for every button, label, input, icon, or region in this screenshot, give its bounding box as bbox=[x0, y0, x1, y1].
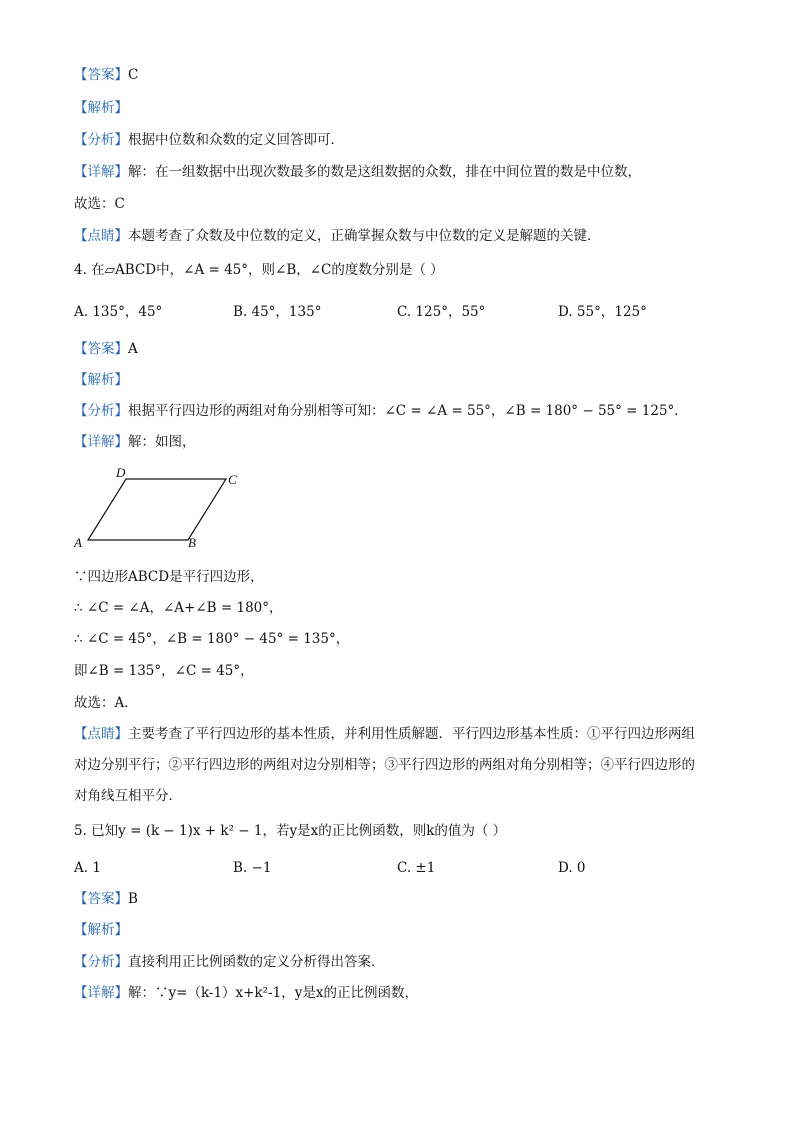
answer-label: 【答案】 bbox=[74, 891, 128, 907]
answer-label: 【答案】 bbox=[74, 341, 128, 357]
q5-option-a: A. 1 bbox=[74, 860, 101, 876]
q4-option-b: B. 45°，135° bbox=[233, 304, 322, 320]
analysis-label: 【解析】 bbox=[74, 100, 128, 116]
vertex-label-b: B bbox=[188, 535, 196, 550]
fenxi-row-q4 bbox=[74, 402, 688, 420]
dianjing-label: 【点睛】 bbox=[74, 726, 128, 742]
xiangjie-row-q4 bbox=[74, 433, 196, 451]
xiangjie-row-q3 bbox=[74, 163, 641, 181]
vertex-label-d: D bbox=[116, 465, 126, 480]
fenxi-text: 直接利用正比例函数的定义分析得出答案． bbox=[128, 954, 385, 970]
q5-option-d: D. 0 bbox=[558, 860, 586, 876]
answer-value: C bbox=[128, 67, 139, 83]
answer-row-q4 bbox=[74, 340, 138, 358]
fenxi-row-q3 bbox=[74, 131, 344, 149]
fenxi-row-q5 bbox=[74, 953, 385, 971]
choose-q3: 故选：C bbox=[74, 196, 125, 212]
answer-value: A bbox=[128, 341, 138, 357]
parallelogram-figure bbox=[70, 462, 250, 554]
question-5-stem: 5. 已知y = (k − 1)x + k² − 1，若y是x的正比例函数，则k的值为（ ） bbox=[74, 823, 507, 839]
dianjing-text: 本题考查了众数及中位数的定义，正确掌握众数与中位数的定义是解题的关键． bbox=[128, 228, 601, 244]
answer-row-q5 bbox=[74, 890, 138, 908]
q4-option-d: D. 55°，125° bbox=[558, 304, 647, 320]
answer-value: B bbox=[128, 891, 138, 907]
q4-step-1: ∵四边形ABCD是平行四边形， bbox=[74, 569, 264, 585]
q4-option-c: C. 125°，55° bbox=[397, 304, 486, 320]
analysis-label: 【解析】 bbox=[74, 372, 128, 388]
xiangjie-row-q5 bbox=[74, 984, 418, 1002]
question-4-stem: 4. 在▱ABCD中，∠A = 45°，则∠B，∠C的度数分别是（ ） bbox=[74, 262, 444, 278]
vertex-label-a: A bbox=[74, 535, 82, 550]
dianjing-line-1: 主要考查了平行四边形的基本性质，并利用性质解题．平行四边形基本性质：①平行四边形两组 bbox=[128, 726, 695, 742]
answer-row-q3 bbox=[74, 66, 138, 84]
dianjing-line-2: 对边分别平行；②平行四边形的两组对边分别相等；③平行四边形的两组对角分别相等；④平行四边形的 bbox=[74, 757, 695, 773]
analysis-label: 【解析】 bbox=[74, 922, 128, 938]
xiangjie-label: 【详解】 bbox=[74, 164, 128, 180]
parallelogram-shape bbox=[88, 479, 226, 540]
fenxi-label: 【分析】 bbox=[74, 403, 128, 419]
q4-step-4: 即∠B = 135°，∠C = 45°， bbox=[74, 663, 254, 679]
q4-option-a: A. 135°，45° bbox=[74, 304, 163, 320]
fenxi-text: 根据平行四边形的两组对角分别相等可知：∠C = ∠A = 55°，∠B = 180° − 55° = 125°． bbox=[128, 403, 688, 419]
xiangjie-label: 【详解】 bbox=[74, 985, 128, 1001]
dianjing-label: 【点睛】 bbox=[74, 228, 128, 244]
q4-step-3: ∴ ∠C = 45°，∠B = 180° − 45° = 135°， bbox=[74, 631, 350, 647]
fenxi-label: 【分析】 bbox=[74, 132, 128, 148]
xiangjie-text: 解：在一组数据中出现次数最多的数是这组数据的众数，排在中间位置的数是中位数， bbox=[128, 164, 641, 180]
vertex-label-c: C bbox=[228, 472, 237, 487]
dianjing-row-q3 bbox=[74, 227, 601, 245]
dianjing-line-3: 对角线互相平分． bbox=[74, 788, 182, 804]
fenxi-text: 根据中位数和众数的定义回答即可． bbox=[128, 132, 344, 148]
dianjing-row-q4 bbox=[74, 725, 695, 743]
q4-step-5: 故选：A． bbox=[74, 695, 138, 711]
fenxi-label: 【分析】 bbox=[74, 954, 128, 970]
answer-label: 【答案】 bbox=[74, 67, 128, 83]
q4-step-2: ∴ ∠C = ∠A，∠A+∠B = 180°， bbox=[74, 600, 283, 616]
xiangjie-text: 解：∵y=（k-1）x+k²-1，y是x的正比例函数， bbox=[128, 985, 418, 1001]
xiangjie-label: 【详解】 bbox=[74, 434, 128, 450]
q5-option-b: B. −1 bbox=[233, 860, 272, 876]
q5-option-c: C. ±1 bbox=[397, 860, 436, 876]
xiangjie-text: 解：如图， bbox=[128, 434, 196, 450]
